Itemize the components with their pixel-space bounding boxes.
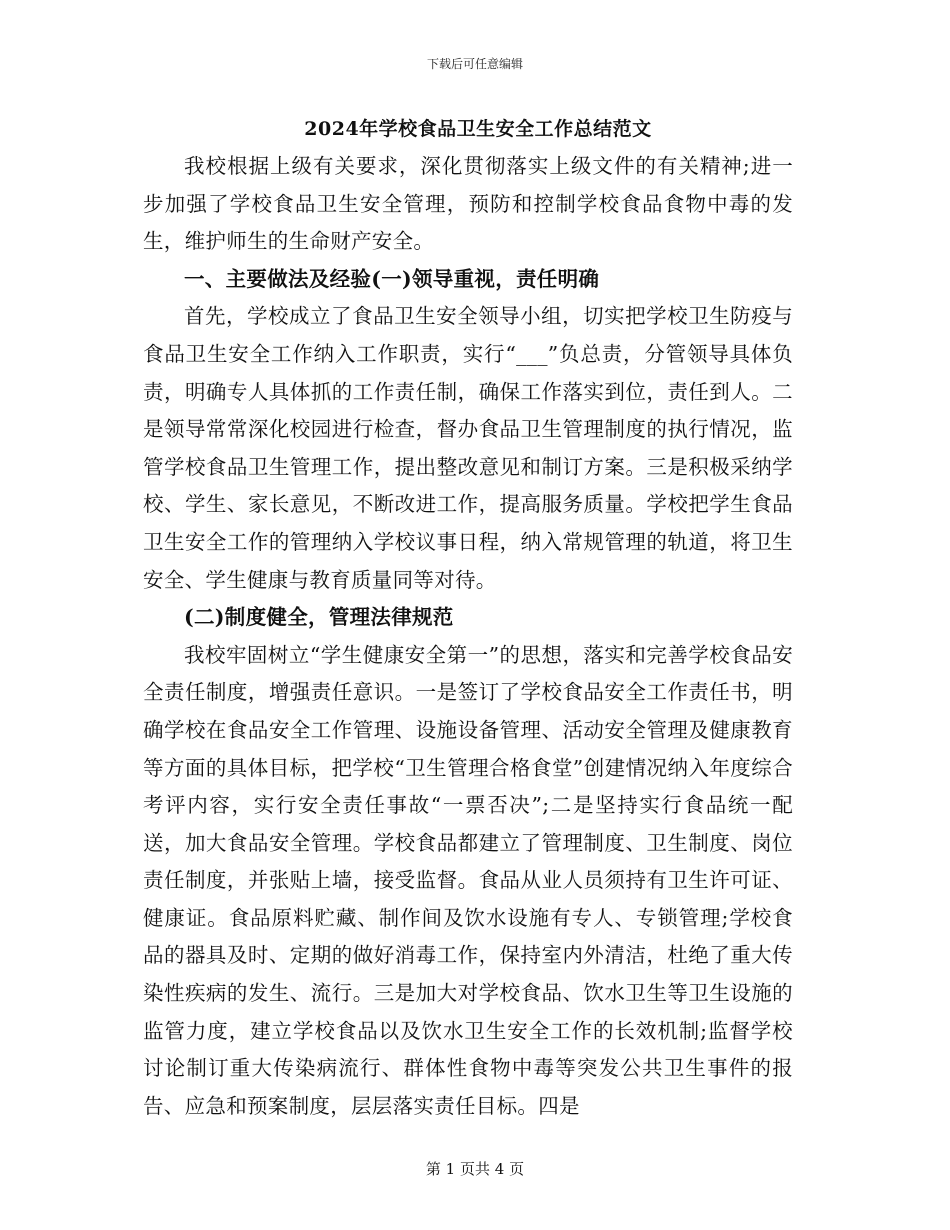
document-body: [143, 110, 793, 1125]
page-header-note: 下载后可任意编辑: [426, 57, 523, 71]
section-1-heading: 一、主要做法及经验(一)领导重视，责任明确: [184, 266, 600, 291]
section-2-paragraph: 我校牢固树立“学生健康安全第一”的思想，落实和完善学校食品安全责任制度，增强责任意识。一是签订了学校食品安全工作责任书，明确学校在食品安全工作管理、设施设备管理、活动安全管理及健康教育等方面的具体目标，把学校“卫生管理合格食堂”创建情况纳入年度综合考评内容，实行安全责任事故“一票否决”;二是坚持实行食品统一配送，加大食品安全管理。学校食品都建立了管理制度、卫生制度、岗位责任制度，并张贴上墙，接受监督。食品从业人员须持有卫生许可证、健康证。食品原料贮藏、制作间及饮水设施有专人、专锁管理;学校食品的器具及时、定期的做好消毒工作，保持室内外清洁，杜绝了重大传染性疾病的发生、流行。三是加大对学校食品、饮水卫生等卫生设施的监管力度，建立学校食品以及饮水卫生安全工作的长效机制;监督学校讨论制订重大传染病流行、群体性食物中毒等突发公共卫生事件的报告、应急和预案制度，层层落实责任目标。四是: [143, 642, 793, 1118]
intro-paragraph: 我校根据上级有关要求，深化贯彻落实上级文件的有关精神;进一步加强了学校食品卫生安全管理，预防和控制学校食品食物中毒的发生，维护师生的生命财产安全。: [143, 154, 793, 254]
page-number: 第 1 页共 4 页: [425, 1160, 525, 1178]
section-2-heading: (二)制度健全，管理法律规范: [184, 605, 454, 630]
document-title: 2024年学校食品卫生安全工作总结范文: [304, 118, 652, 140]
section-1-paragraph: 首先，学校成立了食品卫生安全领导小组，切实把学校卫生防疫与食品卫生安全工作纳入工作职责，实行“___”负总责，分管领导具体负责，明确专人具体抓的工作责任制，确保工作落实到位，责任到人。二是领导常常深化校园进行检查，督办食品卫生管理制度的执行情况，监管学校食品卫生管理工作，提出整改意见和制订方案。三是积极采纳学校、学生、家长意见，不断改进工作，提高服务质量。学校把学生食品卫生安全工作的管理纳入学校议事日程，纳入常规管理的轨道，将卫生安全、学生健康与教育质量同等对待。: [143, 304, 793, 592]
